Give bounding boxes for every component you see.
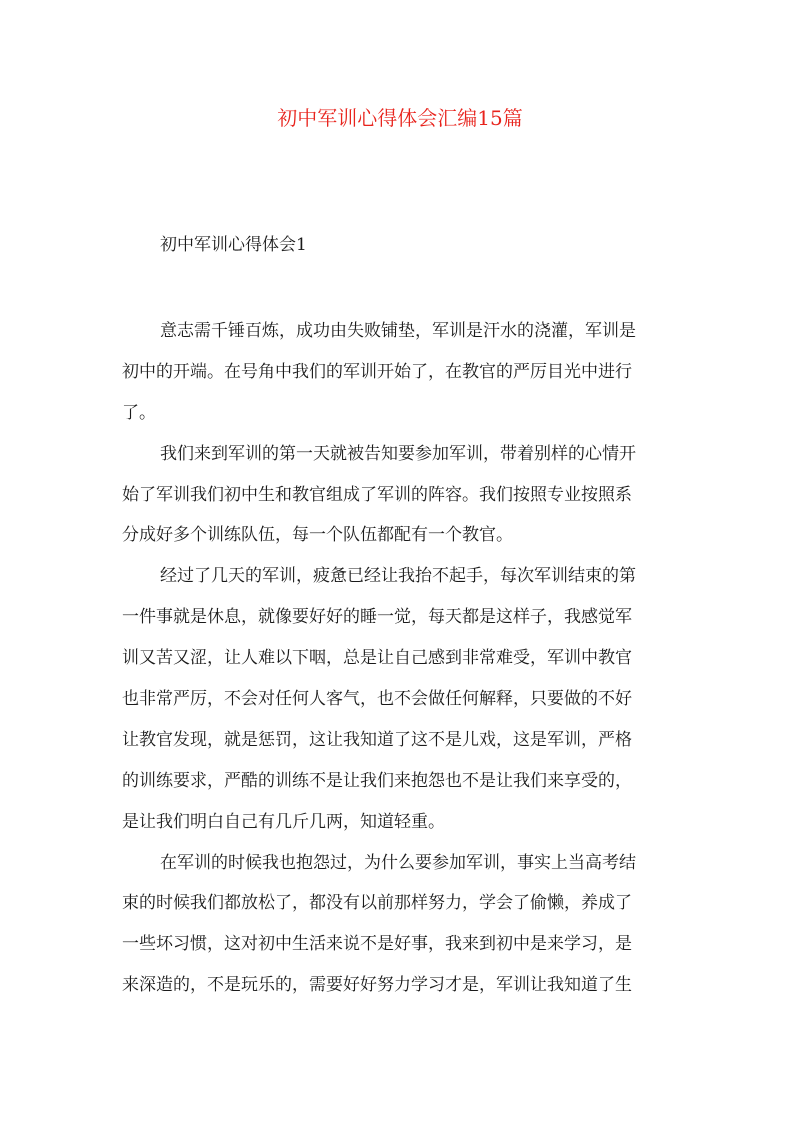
text-line: 初中的开端。在号角中我们的军训开始了，在教官的严厉目光中进行	[122, 361, 632, 382]
text-line: 的训练要求，严酷的训练不是让我们来抱怨也不是让我们来享受的，	[122, 770, 632, 791]
paragraph-1	[122, 311, 682, 434]
text-line: 了。	[122, 402, 156, 423]
text-line: 意志需千锤百炼，成功由失败铺垫，军训是汗水的浇灌，军训是	[160, 321, 636, 341]
document-title: 初中军训心得体会汇编15篇	[277, 106, 523, 130]
document-body	[122, 311, 682, 1006]
text-line: 也非常严厉，不会对任何人客气，也不会做任何解释，只要做的不好	[122, 689, 632, 710]
paragraph-2	[122, 434, 682, 557]
text-line: 经过了几天的军训，疲惫已经让我抬不起手，每次军训结束的第	[160, 566, 636, 587]
text-line: 分成好多个训练队伍，每一个队伍都配有一个教官。	[122, 525, 513, 546]
text-line: 束的时候我们都放松了，都没有以前那样努力，学会了偷懒，养成了	[122, 893, 632, 914]
paragraph-4	[122, 843, 682, 1007]
text-line: 来深造的，不是玩乐的，需要好好努力学习才是，军训让我知道了生	[122, 975, 632, 996]
text-line: 始了军训我们初中生和教官组成了军训的阵容。我们按照专业按照系	[122, 484, 632, 505]
text-line: 是让我们明白自己有几斤几两，知道轻重。	[122, 811, 445, 832]
text-line: 我们来到军训的第一天就被告知要参加军训，带着别样的心情开	[160, 443, 636, 464]
text-line: 让教官发现，就是惩罚，这让我知道了这不是儿戏，这是军训，严格	[122, 729, 632, 750]
text-line: 一些坏习惯，这对初中生活来说不是好事，我来到初中是来学习，是	[122, 934, 632, 955]
text-line: 一件事就是休息，就像要好好的睡一觉，每天都是这样子，我感觉军	[122, 607, 632, 628]
paragraph-3	[122, 556, 682, 842]
text-line: 训又苦又涩，让人难以下咽，总是让自己感到非常难受，军训中教官	[122, 648, 632, 669]
section-heading: 初中军训心得体会1	[160, 235, 307, 255]
text-line: 在军训的时候我也抱怨过，为什么要参加军训，事实上当高考结	[160, 852, 636, 873]
